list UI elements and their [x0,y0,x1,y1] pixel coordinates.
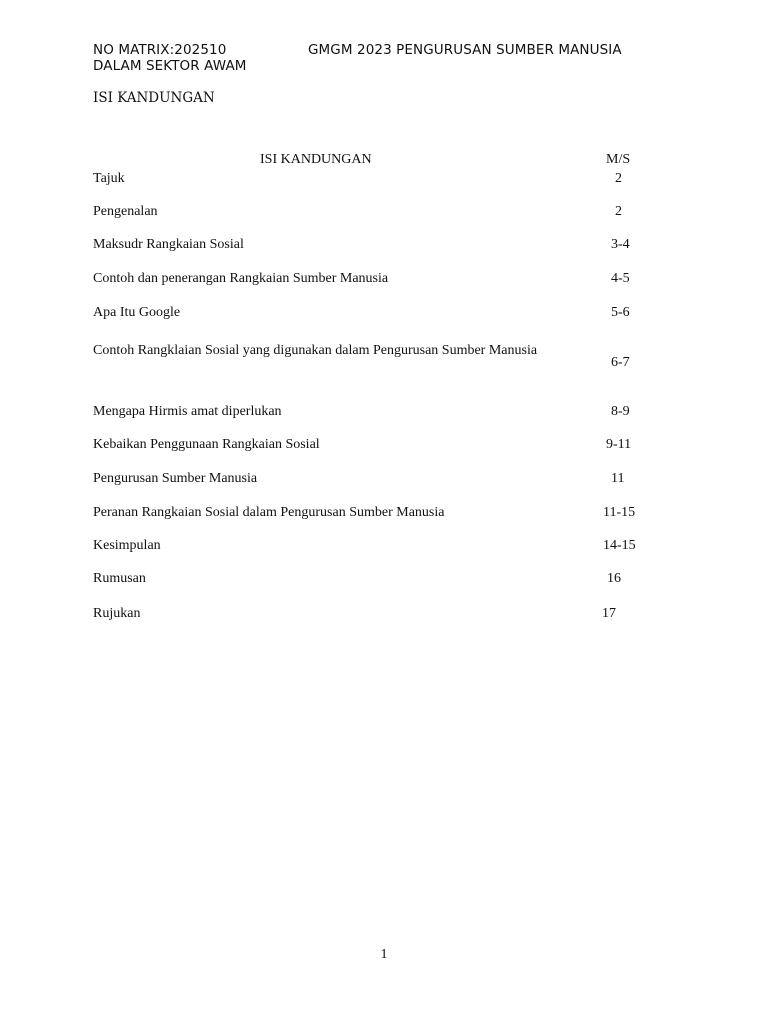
page-header [93,42,653,74]
toc-table-header [93,150,653,170]
column-header-page: M/S [606,152,631,167]
toc-entry-title: Contoh dan penerangan Rangkaian Sumber Manusia [93,271,389,286]
toc-entry-title: Tajuk [93,171,125,186]
toc-entry-page: 9-11 [606,437,632,452]
toc-entry-page: 17 [602,606,616,621]
toc-entry-page: 6-7 [611,355,630,370]
toc-entry-title: Kebaikan Penggunaan Rangkaian Sosial [93,437,320,452]
toc-entry-title: Pengurusan Sumber Manusia [93,471,258,486]
toc-entry-page: 3-4 [611,237,630,252]
toc-entry-title: Rumusan [93,571,146,586]
toc-entry-title: Rujukan [93,606,141,621]
toc-entry-title: Apa Itu Google [93,305,181,320]
page-number: 1 [380,947,388,962]
toc-entry-page: 4-5 [611,271,630,286]
toc-entry-title: Kesimpulan [93,538,161,553]
toc-entry-title: Maksudr Rangkaian Sosial [93,237,244,252]
toc-entry-page: 2 [615,204,622,219]
toc-entry-page: 2 [615,171,622,186]
toc-entry-title: Peranan Rangkaian Sosial dalam Pengurusan Sumber Manusia [93,505,445,520]
column-header-title: ISI KANDUNGAN [260,152,372,167]
course-title-continued: DALAM SEKTOR AWAM [93,58,247,74]
toc-entry-title: Mengapa Hirmis amat diperlukan [93,404,282,419]
toc-entry-title: Contoh Rangklaian Sosial yang digunakan dalam Pengurusan Sumber Manusia [93,343,538,358]
header-line-1 [93,42,653,58]
toc-entry-page: 11-15 [603,505,636,520]
toc-entry-page: 11 [611,471,625,486]
course-title: GMGM 2023 PENGURUSAN SUMBER MANUSIA [308,42,622,58]
toc-entry-page: 14-15 [603,538,636,553]
toc-entry-title: Pengenalan [93,204,158,219]
toc-heading: ISI KANDUNGAN [93,90,215,106]
toc-table [93,150,653,621]
toc-entry-page: 8-9 [611,404,630,419]
toc-entry-page: 5-6 [611,305,630,320]
matrix-number: NO MATRIX:202510 [93,42,227,58]
toc-entry-page: 16 [607,571,621,586]
